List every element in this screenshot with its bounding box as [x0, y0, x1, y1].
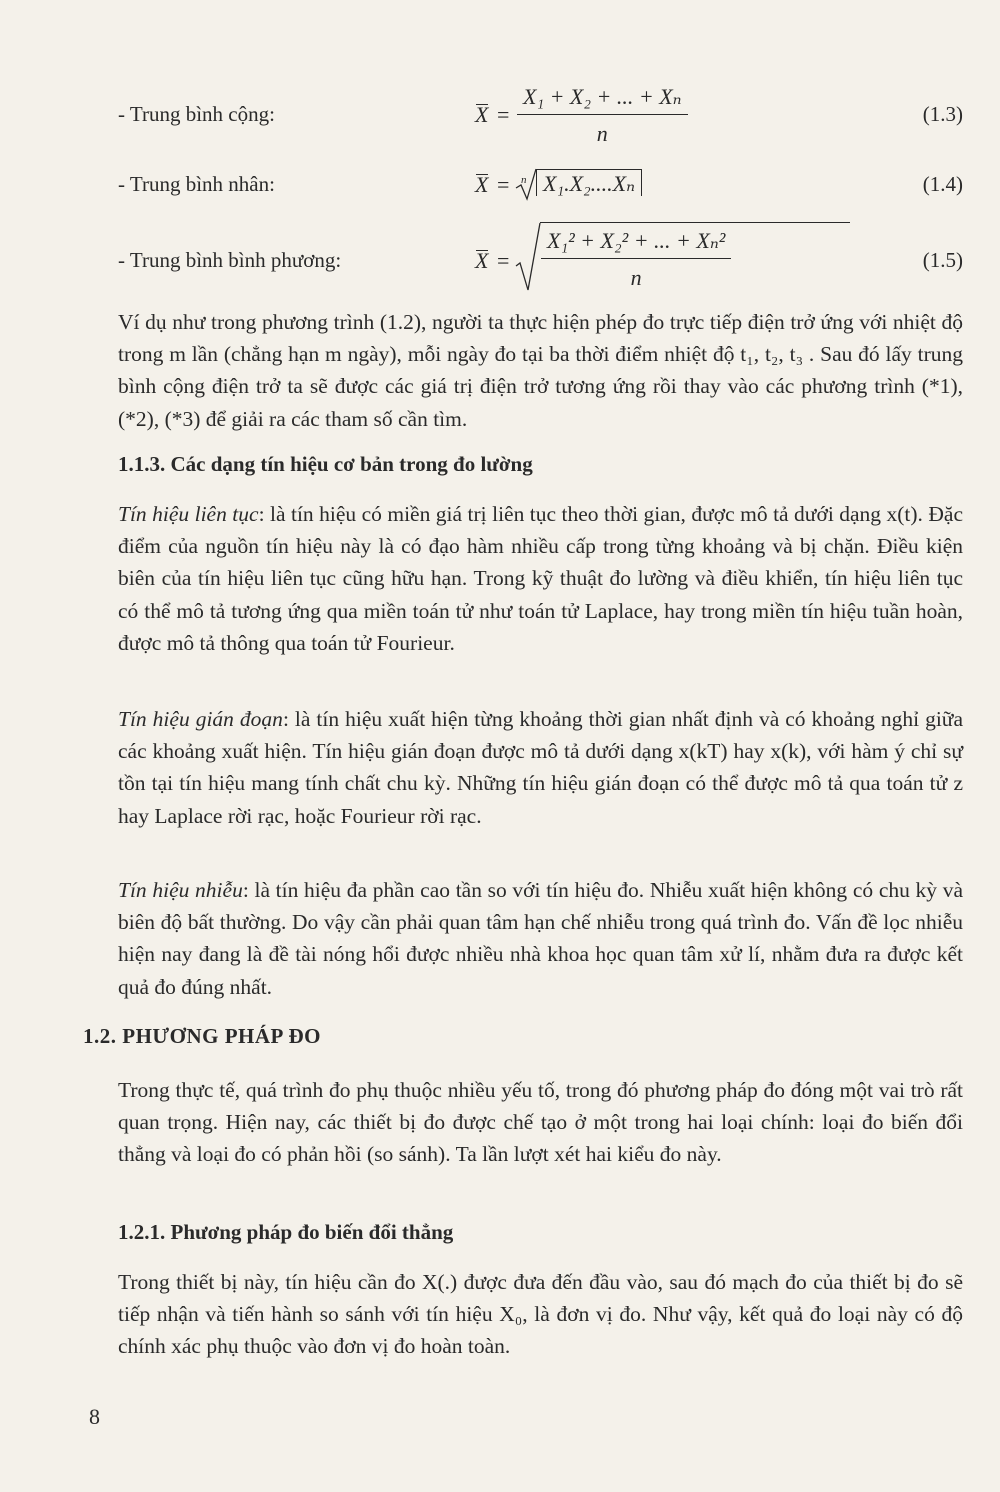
formula-denominator: n — [596, 121, 608, 146]
formula-root-mean-square: - Trung bình bình phương: X = $\frac{\text{X₁² + X₂² + ... + Xₙ²}}{n}$ (1.5) — [118, 244, 963, 304]
formula-geometric-mean: - Trung bình nhân: X = n X₁.X₂....Xₙ (1.4) — [118, 170, 963, 230]
formula-number: (1.3) — [922, 102, 963, 126]
square-root-sign-icon — [515, 222, 541, 292]
formula-number: (1.5) — [922, 248, 963, 272]
paragraph-continuous-signal — [118, 498, 963, 659]
root-index: n — [521, 174, 527, 186]
heading-1-1-3: 1.1.3. Các dạng tín hiệu cơ bản trong đo lường — [118, 452, 533, 476]
formula-numerator: X₁ + X₂ + ... + Xₙ — [517, 84, 688, 115]
formula-label: - Trung bình bình phương: — [118, 248, 342, 272]
formula-lhs: X — [475, 248, 489, 273]
formula-fraction — [517, 84, 688, 147]
formula-label: - Trung bình cộng: — [118, 102, 275, 126]
term-noise: Tín hiệu nhiễu — [118, 878, 243, 902]
continuous-description: : là tín hiệu có miền giá trị liên tục theo thời gian, được mô tả dưới dạng x(t). Đặc điểm của nguồn tín hiệu này là có đạo hàm nhiều cấp trong từng khoảng và bị chặn. Điều kiện biên của tín hiệu liên tục cũng hữu hạn. Trong kỹ thuật đo lường và điều khiển, tín hiệu liên tục có thể mô tả tương ứng qua miền toán tử như toán tử Laplace, hay trong miền tín hiệu tuần hoàn, được mô tả thông qua toán tử Fourieur. — [118, 502, 963, 655]
radicand: X₁.X₂....Xₙ — [536, 169, 642, 196]
formula-lhs: X — [475, 172, 489, 197]
formula-arithmetic-mean: - Trung bình cộng: X = $\frac{\text{X₁ + X₂ + ... + Xₙ}}{n}$ (1.3) — [118, 84, 963, 146]
formula-label: - Trung bình nhân: — [118, 172, 275, 196]
paragraph-discrete-signal — [118, 703, 963, 832]
heading-1-2-1: 1.2.1. Phương pháp đo biến đổi thẳng — [118, 1220, 454, 1244]
term-discrete: Tín hiệu gián đoạn — [118, 707, 283, 731]
formula-number: (1.4) — [922, 172, 963, 196]
formula-denominator: n — [630, 265, 642, 290]
paragraph-methods: Trong thực tế, quá trình đo phụ thuộc nhiều yếu tố, trong đó phương pháp đo đóng một vai trò rất quan trọng. Hiện nay, các thiết bị đo được chế tạo ở một trong hai loại chính: loại đo biến đổi thẳng và loại đo có phản hồi (so sánh). Ta lần lượt xét hai kiểu đo này. — [118, 1078, 963, 1167]
section-title-1-2: 1.2. PHƯƠNG PHÁP ĐO — [83, 1024, 321, 1048]
noise-description: : là tín hiệu đa phần cao tần so với tín hiệu đo. Nhiễu xuất hiện không có chu kỳ và biên độ bất thường. Do vậy cần phải quan tâm hạn chế nhiễu trong quá trình đo. Vấn đề lọc nhiễu hiện nay đang là đề tài nóng hổi được nhiều nhà khoa học quan tâm xử lí, nhằm đưa ra được kết quả đo đúng nhất. — [118, 878, 964, 999]
formula-lhs: X — [475, 102, 489, 127]
formula-fraction — [541, 228, 731, 291]
paragraph-direct-conversion: Trong thiết bị này, tín hiệu cần đo X(.) được đưa đến đầu vào, sau đó mạch đo của thiết bị đo sẽ tiếp nhận và tiến hành so sánh với tín hiệu X₀, là đơn vị đo. Như vậy, kết quả đo loại này có độ chính xác phụ thuộc vào đơn vị đo hoàn toàn. — [118, 1270, 963, 1359]
term-continuous: Tín hiệu liên tục — [118, 502, 259, 526]
discrete-description: : là tín hiệu xuất hiện từng khoảng thời gian nhất định và có khoảng nghỉ giữa các khoảng xuất hiện. Tín hiệu gián đoạn được mô tả dưới dạng x(kT) hay x(k), với hàm ý chỉ sự tồn tại tín hiệu mang tính chất chu kỳ. Những tín hiệu gián đoạn có thể được mô tả qua toán tử z hay Laplace rời rạc, hoặc Fourieur rời rạc. — [118, 707, 963, 828]
paragraph-example: Ví dụ như trong phương trình (1.2), người ta thực hiện phép đo trực tiếp điện trở ứng với nhiệt độ trong m lần (chẳng hạn m ngày), mỗi ngày đo tại ba thời điểm nhiệt độ t₁, t₂, t₃ . Sau đó lấy trung bình cộng điện trở ta sẽ được các giá trị điện trở tương ứng rồi thay vào các phương trình (*1), (*2), (*3) để giải ra các tham số cần tìm. — [118, 310, 963, 431]
page-number: 8 — [89, 1404, 100, 1429]
formula-numerator: X₁² + X₂² + ... + Xₙ² — [541, 228, 731, 259]
paragraph-noise-signal — [118, 874, 963, 1003]
